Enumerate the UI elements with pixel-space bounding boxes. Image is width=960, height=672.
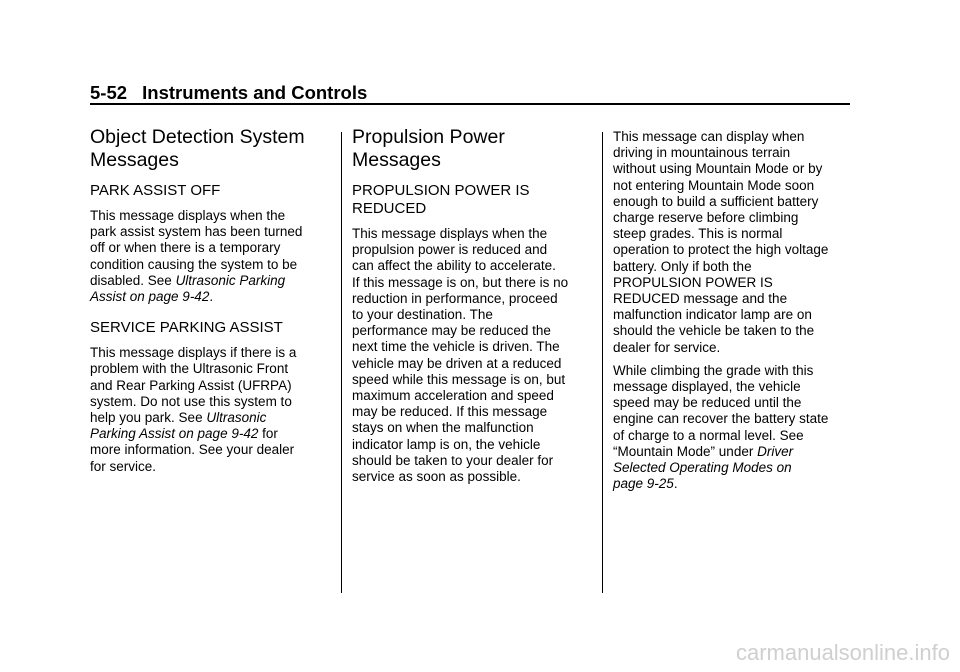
cross-reference-link[interactable]: Selected Operating Modes on [613,460,792,476]
page-number: 5-52 [90,82,128,103]
section-title: Instruments and Controls [142,82,368,103]
cross-reference-link[interactable]: Driver [757,443,794,459]
paragraph-climbing-grade: While climbing the grade with this message displayed, the vehicle speed may be reduced until the engine can recover the battery state of charge to a normal level. See “Mountain Mode” under Driver Selected Operating Modes on page 9-25. [613,362,829,492]
cross-reference-link[interactable]: page 9-25 [613,476,674,492]
heading-propulsion-power-messages: Propulsion Power Messages [352,126,505,171]
page-header [90,82,850,104]
column-divider-2 [602,132,603,593]
heading-object-detection-messages: Object Detection System Messages [90,126,305,171]
watermark: carmanualsonline.info [735,640,950,665]
subheading-service-parking-assist: SERVICE PARKING ASSIST [90,319,283,337]
paragraph-mountain-terrain: This message can display when driving in mountainous terrain without using Mountain Mode or by not entering Mountain Mode soon enough to build a sufficient battery charge reserve before climbing steep grades. This is normal operation to protect the high voltage battery. Only if both the PROPULSION POWER IS REDUCED message and the malfunction indicator lamp are on should the vehicle be taken to the dealer for service. [613,129,829,355]
paragraph-service-parking-assist: This message displays if there is a problem with the Ultrasonic Front and Rear Parking Assist (UFRPA) system. Do not use this system to help you park. See Ultrasonic Parking Assist on page 9-42 for more information. See your dealer for service. [90,345,297,474]
cross-reference-link[interactable]: Ultrasonic Parking [175,272,286,288]
subheading-propulsion-power-reduced: PROPULSION POWER IS REDUCED [352,182,530,217]
cross-reference-link[interactable]: Parking Assist on page 9-42 [90,426,259,442]
column-1 [90,126,336,482]
paragraph-propulsion-power-reduced: This message displays when the propulsion power is reduced and can affect the ability to accelerate. If this message is on, but there is no reduction in performance, proceed to your destination. The performance may be reduced the next time the vehicle is driven. The vehicle may be driven at a reduced speed while this message is on, but maximum acceleration and speed may be reduced. If this message stays on when the malfunction indicator lamp is on, the vehicle should be taken to your dealer for service as soon as possible. [352,226,569,485]
subheading-park-assist-off: PARK ASSIST OFF [90,182,221,199]
column-2 [352,126,592,492]
column-3 [613,129,853,499]
cross-reference-link[interactable]: Ultrasonic [206,410,267,426]
header-rule [90,103,850,105]
cross-reference-link[interactable]: Assist on page 9-42 [90,289,210,305]
column-divider-1 [341,132,342,593]
paragraph-park-assist-off: This message displays when the park assist system has been turned off or when there is a temporary condition causing the system to be disabled. See Ultrasonic Parking Assist on page 9-42. [90,208,303,305]
